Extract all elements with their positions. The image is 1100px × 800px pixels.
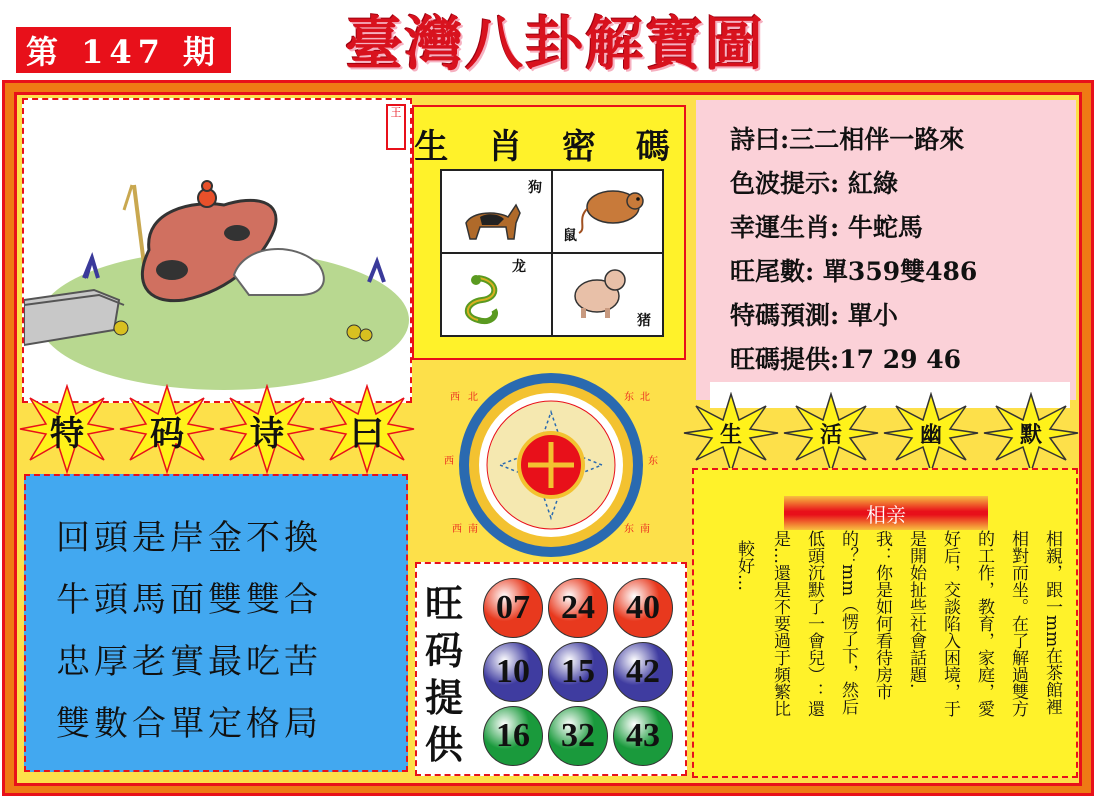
zodiac-label: 狗 xyxy=(528,180,542,196)
compass-label: 西 xyxy=(452,524,462,535)
star-char: 生 xyxy=(719,422,742,448)
rat-icon xyxy=(577,179,657,235)
compass-label: 南 xyxy=(468,524,478,535)
compass-label: 南 xyxy=(640,524,650,535)
zodiac-code-panel xyxy=(412,105,686,360)
zodiac-title: 生 肖 密 碼 xyxy=(414,127,684,167)
humor-story-panel xyxy=(692,468,1078,778)
bagua-compass xyxy=(440,370,662,560)
star-char: 特 xyxy=(50,414,84,454)
number-ball: 32 xyxy=(548,706,608,766)
story-column: 是…還是不要過于頻繁比 xyxy=(770,530,790,717)
seal-stamp: 王 xyxy=(386,104,406,150)
issue-number-badge: 第 147 期 xyxy=(16,27,231,73)
hot-numbers-line: 旺碼提供:17 29 46 xyxy=(730,345,962,374)
poem-box xyxy=(24,474,408,772)
poem-line: 牛頭馬面雙雙合 xyxy=(56,580,322,620)
compass-label: 北 xyxy=(640,392,650,403)
compass-label: 东 xyxy=(624,392,634,403)
star-char: 码 xyxy=(150,414,184,454)
stars-left-group xyxy=(18,384,418,474)
stars-right-group xyxy=(682,392,1082,474)
story-column: 我：你是如何看待房市 xyxy=(872,530,892,700)
number-ball: 10 xyxy=(483,642,543,702)
story-column: 較好… xyxy=(734,540,754,591)
zodiac-label: 鼠 xyxy=(563,228,577,244)
story-column: 相對而坐。在了解過雙方 xyxy=(1008,530,1028,717)
number-ball: 07 xyxy=(483,578,543,638)
zodiac-cell-dragon xyxy=(442,254,552,336)
star-char: 诗 xyxy=(250,414,284,454)
compass-label: 西 xyxy=(450,392,460,403)
poem-line: 忠厚老實最吃苦 xyxy=(56,642,322,682)
number-ball: 40 xyxy=(613,578,673,638)
compass-label: 东 xyxy=(648,456,658,467)
number-ball: 15 xyxy=(548,642,608,702)
hot-numbers-label: 旺码提供 xyxy=(425,581,464,767)
story-heading: 相亲 xyxy=(784,496,988,530)
pig-icon xyxy=(565,260,635,322)
special-prediction: 特碼預測: 單小 xyxy=(730,301,898,330)
scene-illustration xyxy=(22,98,412,403)
story-column: 好后，交談陷入困境，于 xyxy=(940,530,960,717)
zodiac-cell-pig xyxy=(553,254,663,336)
zodiac-label: 龙 xyxy=(512,259,526,275)
number-ball: 24 xyxy=(548,578,608,638)
poem-line: 回頭是岸金不換 xyxy=(56,518,322,558)
star-char: 幽 xyxy=(919,422,942,448)
star-char: 曰 xyxy=(350,414,384,454)
number-ball: 43 xyxy=(613,706,673,766)
star-char: 活 xyxy=(819,422,842,448)
story-column: 是開始扯些社會話題. xyxy=(906,530,926,689)
dragon-icon xyxy=(448,270,508,332)
zodiac-cell-rat xyxy=(553,171,663,253)
zodiac-grid xyxy=(440,169,664,337)
rock-landscape-image xyxy=(24,100,410,401)
compass-label: 东 xyxy=(624,524,634,535)
tail-numbers: 旺尾數: 單359雙486 xyxy=(730,257,978,286)
zodiac-label: 猪 xyxy=(637,313,651,329)
poem-hint: 詩曰:三二相伴一路來 xyxy=(730,125,965,154)
story-column: 的？mm（愣了下，然后 xyxy=(838,530,858,716)
zodiac-cell-dog xyxy=(442,171,552,253)
compass-label: 西 xyxy=(444,456,454,467)
page-title: 臺灣八卦解寶圖 xyxy=(344,10,765,78)
dog-icon xyxy=(458,193,522,245)
poem-line: 雙數合單定格局 xyxy=(56,704,322,744)
story-column: 低頭沉默了一會兒）：還 xyxy=(804,530,824,717)
star-char: 默 xyxy=(1019,422,1042,448)
color-hint: 色波提示: 紅綠 xyxy=(730,169,898,198)
number-ball: 16 xyxy=(483,706,543,766)
hot-numbers-panel xyxy=(415,562,687,776)
story-column: 的工作，教育，家庭，愛 xyxy=(974,530,994,717)
info-panel xyxy=(696,100,1076,400)
lucky-zodiac: 幸運生肖: 牛蛇馬 xyxy=(730,213,923,242)
compass-label: 北 xyxy=(468,392,478,403)
story-column: 相親，跟一mm在茶館裡 xyxy=(1042,530,1062,716)
number-ball: 42 xyxy=(613,642,673,702)
